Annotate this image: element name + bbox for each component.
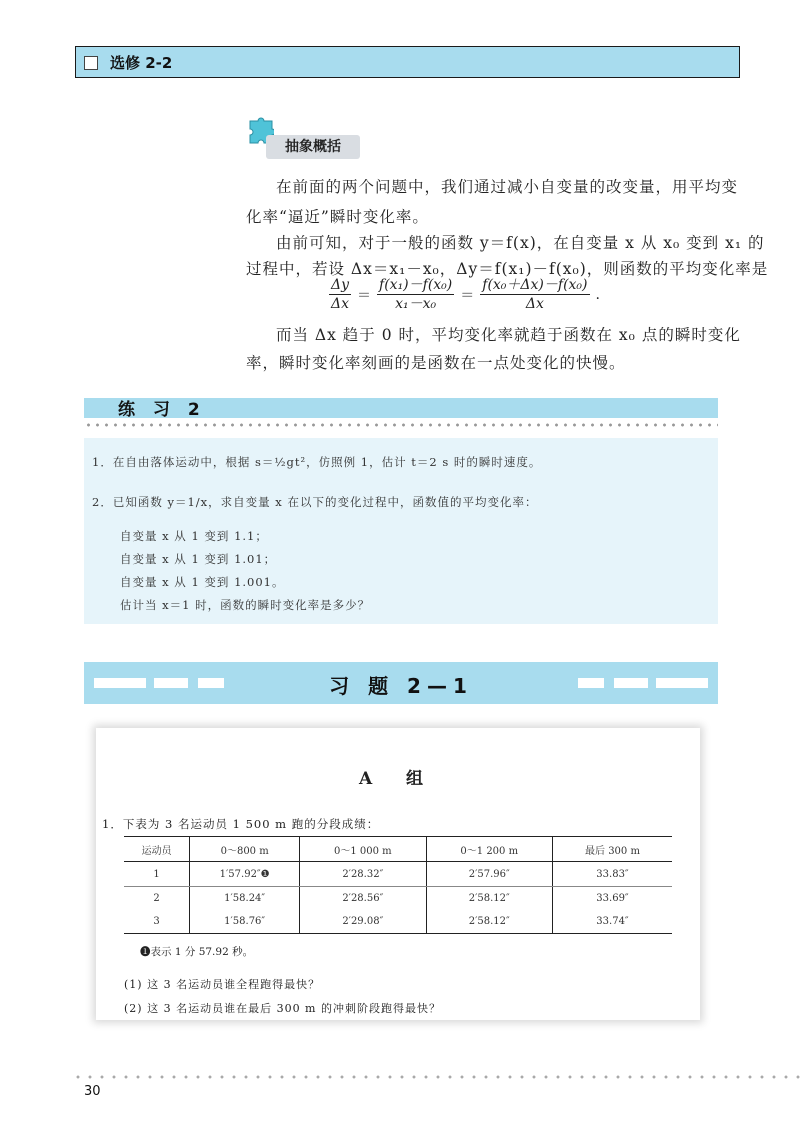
fraction-difference-quotient — [377, 276, 454, 313]
fraction-denominator: x₁－x₀ — [395, 296, 437, 312]
intro-p2-line1: 由前可知，对于一般的函数 y＝f(x)，在自变量 x 从 x₀ 变到 x₁ 的 — [276, 234, 765, 252]
table-cell: 2′57.96″ — [426, 862, 552, 887]
group-a-heading: A 组 — [358, 769, 438, 789]
header-square-icon — [84, 56, 98, 70]
table-cell: 33.69″ — [552, 887, 672, 911]
badge-label: 抽象概括 — [266, 135, 360, 159]
exercise-title-bar — [84, 398, 718, 418]
table-cell: 2′29.08″ — [300, 910, 426, 934]
problem-q1-sub1: (1) 这 3 名运动员谁全程跑得最快？ — [124, 978, 321, 991]
problem-q1: 1．下表为 3 名运动员 1 500 m 跑的分段成绩： — [102, 817, 380, 831]
table-cell: 2 — [153, 893, 160, 904]
problem-q1-sub2: (2) 这 3 名运动员谁在最后 300 m 的冲刺阶段跑得最快？ — [124, 1002, 441, 1015]
intro-p3-line1: 而当 Δx 趋于 0 时，平均变化率就趋于函数在 x₀ 点的瞬时变化 — [276, 326, 741, 344]
exercise-q2-a: 自变量 x 从 1 变到 1.1； — [120, 529, 268, 543]
table-header-cell: 0～800 m — [190, 837, 300, 862]
intro-p3-line2: 率，瞬时变化率刻画的是函数在一点处变化的快慢。 — [246, 354, 626, 372]
formula-period: . — [595, 286, 600, 303]
fraction-dy-dx — [329, 276, 351, 313]
equals-sign: ＝ — [357, 287, 372, 304]
table-cell: 1 — [124, 862, 190, 887]
intro-p2-line2: 过程中，若设 Δx＝x₁－x₀，Δy＝f(x₁)－f(x₀)，则函数的平均变化率是 — [246, 260, 769, 278]
exercise-title: 练 习 2 — [118, 400, 206, 420]
equals-sign: ＝ — [460, 287, 475, 304]
abstract-summary-badge — [246, 117, 362, 159]
table-cell: 1′58.76″ — [190, 910, 300, 934]
fraction-numerator: f(x₀＋Δx)－f(x₀) — [482, 277, 588, 293]
fraction-denominator: Δx — [525, 296, 544, 312]
average-rate-formula — [326, 276, 603, 320]
table-cell: 1′57.92″❶ — [190, 862, 300, 887]
page-number: 30 — [84, 1084, 101, 1099]
exercise-q2: 2．已知函数 y＝1/x，求自变量 x 在以下的变化过程中，函数值的平均变化率： — [92, 495, 538, 509]
problem-set-banner — [84, 662, 718, 704]
table-cell: 2′58.12″ — [426, 910, 552, 934]
intro-p1-line2: 化率“逼近”瞬时变化率。 — [246, 208, 429, 226]
exercise-q2-d: 估计当 x＝1 时，函数的瞬时变化率是多少？ — [120, 598, 371, 612]
fraction-numerator: f(x₁)－f(x₀) — [379, 277, 453, 293]
table-cell: 2′28.56″ — [300, 887, 426, 911]
table-footnote: ❶表示 1 分 57.92 秒。 — [140, 946, 254, 958]
dotted-divider — [84, 422, 718, 428]
table-row — [124, 862, 672, 887]
split-times-table — [124, 836, 672, 934]
table-cell: 33.74″ — [552, 910, 672, 934]
table-header-cell: 0～1 000 m — [300, 837, 426, 862]
table-header-row — [124, 837, 672, 862]
exercise-q2-c: 自变量 x 从 1 变到 1.001。 — [120, 575, 285, 589]
table-cell: 3 — [153, 916, 160, 927]
table-cell: 1′58.24″ — [190, 887, 300, 911]
table-row — [124, 910, 672, 934]
fraction-denominator: Δx — [331, 296, 350, 312]
table-cell: 33.83″ — [552, 862, 672, 887]
fraction-delta-form — [480, 276, 589, 313]
fraction-numerator: Δy — [331, 277, 350, 293]
group-a-box — [96, 728, 700, 1020]
exercise-q2-b: 自变量 x 从 1 变到 1.01； — [120, 552, 277, 566]
footer-dotted-line — [72, 1074, 800, 1080]
table-header-cell: 0～1 200 m — [426, 837, 552, 862]
section-header-title: 选修 2-2 — [110, 54, 173, 72]
intro-p1-line1: 在前面的两个问题中，我们通过减小自变量的改变量，用平均变 — [276, 178, 739, 196]
table-cell: 2′28.32″ — [300, 862, 426, 887]
exercise-box — [84, 438, 718, 624]
table-cell: 2′58.12″ — [426, 887, 552, 911]
table-header-cell: 运动员 — [141, 845, 172, 857]
section-header-bar — [75, 46, 740, 78]
problem-set-title: 习 题 2—1 — [329, 674, 473, 698]
table-row — [124, 887, 672, 911]
exercise-q1: 1．在自由落体运动中，根据 s＝½gt²，仿照例 1，估计 t＝2 s 时的瞬时速度。 — [92, 455, 542, 469]
table-header-cell: 最后 300 m — [552, 837, 672, 862]
